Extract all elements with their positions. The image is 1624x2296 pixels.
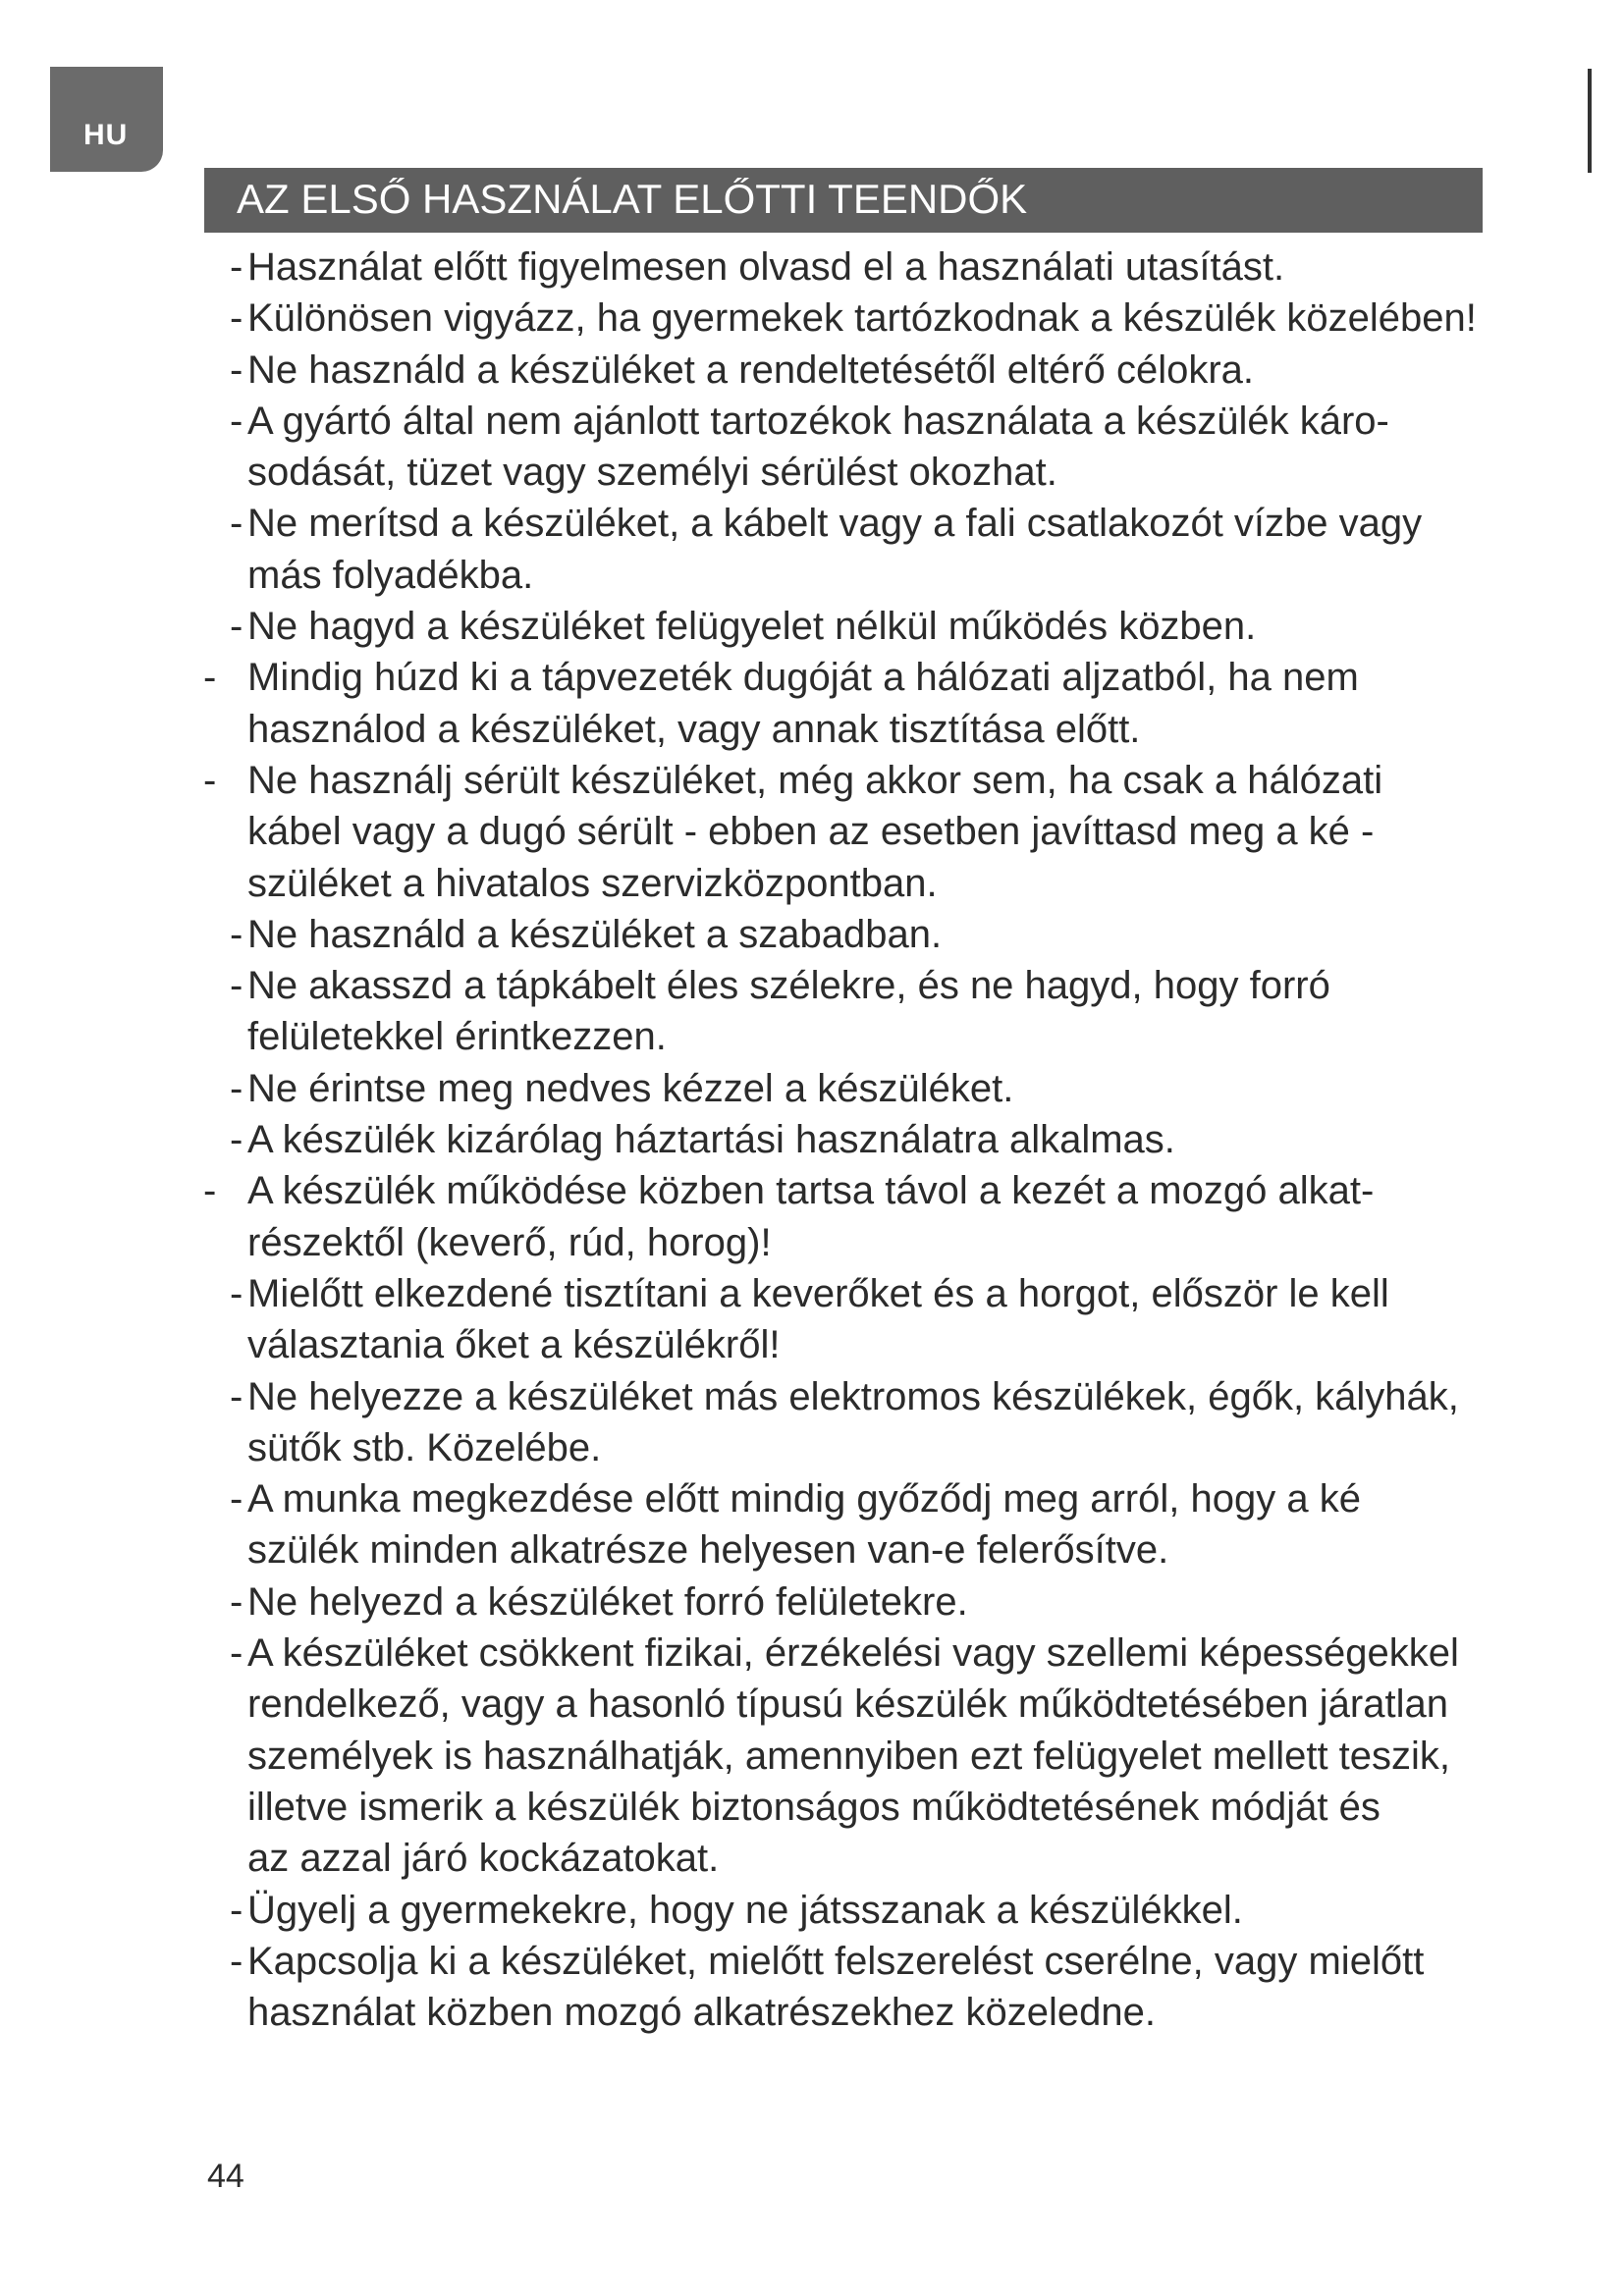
list-item-line: Mindig húzd ki a tápvezeték dugóját a hálózati aljzatból, ha nem — [247, 656, 1359, 700]
list-item-line: felületekkel érintkezzen. — [247, 1015, 667, 1059]
list-item-line: Ne használj sérült készüléket, még akkor sem, ha csak a hálózati — [247, 758, 1383, 802]
list-item-line: használod a készüléket, vagy annak tisztítása előtt. — [247, 707, 1141, 751]
list-item-line: illetve ismerik a készülék biztonságos működtetésének módját és — [247, 1785, 1380, 1829]
list-item-line: A készülék működése közben tartsa távol a kezét a mozgó alkat- — [247, 1169, 1375, 1213]
bullet-dash: - — [230, 1631, 244, 1676]
bullet-dash: - — [230, 502, 244, 546]
list-item-line: sodását, tüzet vagy személyi sérülést okozhat. — [247, 451, 1057, 495]
list-item-line: sütők stb. Közelébe. — [247, 1425, 602, 1469]
list-item-line: Ne helyezze a készüléket más elektromos készülékek, égők, kályhák, — [247, 1374, 1459, 1418]
list-item-line: A gyártó által nem ajánlott tartozékok használata a készülék káro- — [247, 399, 1389, 443]
bullet-dash: - — [230, 605, 244, 649]
list-item — [196, 1576, 1542, 1628]
list-item-line: kábel vagy a dugó sérült - ebben az esetben javíttasd meg a ké - — [247, 810, 1375, 854]
list-item-line: Ne érintse meg nedves kézzel a készüléket. — [247, 1066, 1014, 1110]
list-item — [196, 1063, 1542, 1114]
bullet-dash: - — [230, 399, 244, 443]
list-item — [196, 1165, 1542, 1268]
list-item — [196, 755, 1542, 909]
list-item — [196, 396, 1542, 499]
list-item — [196, 1936, 1542, 2039]
bullet-dash: - — [230, 1888, 244, 1932]
list-item-line: szüléket a hivatalos szervizközpontban. — [247, 861, 938, 905]
section-header — [204, 168, 1483, 233]
list-item-line: A készüléket csökkent fizikai, érzékelési vagy szellemi képességekkel — [247, 1631, 1459, 1676]
list-item-line: Ne helyezd a készüléket forró felületekre. — [247, 1579, 968, 1624]
list-item-line: Ne akasszd a tápkábelt éles szélekre, és ne hagyd, hogy forró — [247, 964, 1330, 1008]
list-item — [196, 960, 1542, 1063]
list-item-line: más folyadékba. — [247, 553, 534, 597]
list-item — [196, 1885, 1542, 1936]
list-item — [196, 652, 1542, 755]
bullet-dash: - — [230, 1066, 244, 1110]
list-item-line: az azzal járó kockázatokat. — [247, 1837, 720, 1881]
bullet-dash: - — [230, 296, 244, 341]
list-item-line: rendelkező, vagy a hasonló típusú készülék működtetésében járatlan — [247, 1682, 1448, 1727]
list-item — [196, 1473, 1542, 1576]
list-item-line: Ügyelj a gyermekekre, hogy ne játsszanak a készülékkel. — [247, 1888, 1243, 1932]
language-label: HU — [83, 119, 129, 151]
list-item-line: Mielőtt elkezdené tisztítani a keverőket és a horgot, először le kell — [247, 1271, 1389, 1315]
list-item — [196, 1628, 1542, 1884]
bullet-dash: - — [203, 758, 217, 802]
instruction-list — [196, 241, 1542, 2038]
bullet-dash: - — [230, 1477, 244, 1522]
list-item — [196, 909, 1542, 960]
bullet-dash: - — [230, 1939, 244, 1983]
list-item — [196, 498, 1542, 601]
section-title: AZ ELSŐ HASZNÁLAT ELŐTTI TEENDŐK — [237, 176, 1028, 222]
list-item-line: választania őket a készülékről! — [247, 1323, 781, 1367]
list-item — [196, 1268, 1542, 1371]
list-item — [196, 1371, 1542, 1474]
list-item-line: Kapcsolja ki a készüléket, mielőtt felszerelést cserélne, vagy mielőtt — [247, 1939, 1425, 1983]
list-item-line: A készülék kizárólag háztartási használatra alkalmas. — [247, 1118, 1175, 1162]
list-item — [196, 293, 1542, 344]
bullet-dash: - — [230, 912, 244, 956]
list-item-line: Ne használd a készüléket a szabadban. — [247, 912, 943, 956]
list-item-line: szülék minden alkatrésze helyesen van-e felerősítve. — [247, 1528, 1169, 1573]
bullet-dash: - — [230, 964, 244, 1008]
bullet-dash: - — [203, 1169, 217, 1213]
list-item-line: Különösen vigyázz, ha gyermekek tartózkodnak a készülék közelében! — [247, 296, 1477, 341]
list-item-line: Ne merítsd a készüléket, a kábelt vagy a fali csatlakozót vízbe vagy — [247, 502, 1423, 546]
list-item-line: részektől (keverő, rúd, horog)! — [247, 1220, 772, 1264]
list-item — [196, 601, 1542, 652]
bullet-dash: - — [203, 656, 217, 700]
list-item — [196, 345, 1542, 396]
list-item — [196, 241, 1542, 293]
bullet-dash: - — [230, 1579, 244, 1624]
list-item-line: használat közben mozgó alkatrészekhez közeledne. — [247, 1991, 1156, 2035]
list-item-line: Ne használd a készüléket a rendeltetésétől eltérő célokra. — [247, 347, 1255, 392]
page-number: 44 — [207, 2158, 244, 2195]
list-item — [196, 1114, 1542, 1165]
bullet-dash: - — [230, 347, 244, 392]
list-item-line: A munka megkezdése előtt mindig győződj meg arról, hogy a ké — [247, 1477, 1361, 1522]
list-item-line: Ne hagyd a készüléket felügyelet nélkül működés közben. — [247, 605, 1257, 649]
bullet-dash: - — [230, 1118, 244, 1162]
bullet-dash: - — [230, 245, 244, 289]
list-item-line: személyek is használhatják, amennyiben ezt felügyelet mellett teszik, — [247, 1734, 1451, 1778]
bullet-dash: - — [230, 1271, 244, 1315]
language-tab — [50, 67, 163, 172]
page-edge-marker — [1588, 69, 1592, 173]
bullet-dash: - — [230, 1374, 244, 1418]
list-item-line: Használat előtt figyelmesen olvasd el a használati utasítást. — [247, 245, 1285, 289]
